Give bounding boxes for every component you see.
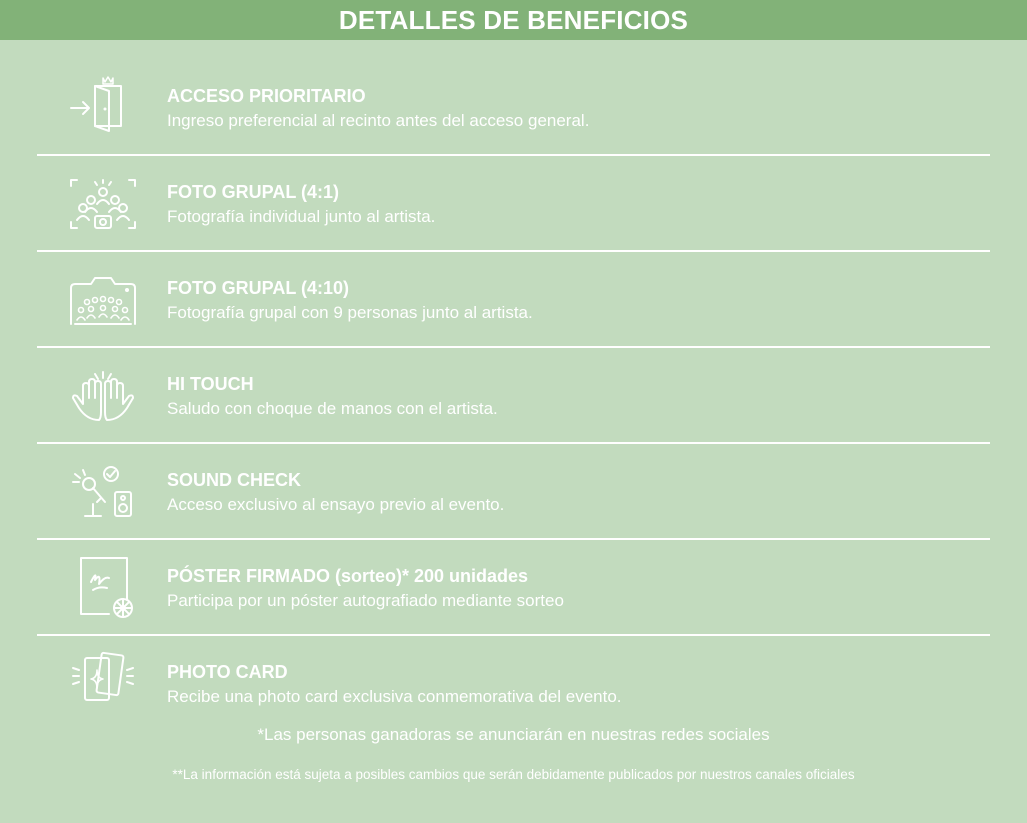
benefit-description: Saludo con choque de manos con el artista.: [167, 399, 498, 418]
microphone-speaker-icon: [65, 458, 141, 522]
benefit-title: HI TOUCH: [167, 374, 254, 394]
benefit-title: SOUND CHECK: [167, 470, 302, 490]
benefit-row-poster-firmado: [37, 538, 990, 634]
door-entry-icon: [65, 74, 141, 138]
camera-crowd-icon: [65, 266, 141, 330]
benefit-description: Fotografía individual junto al artista.: [167, 207, 436, 226]
benefit-row-hi-touch: [37, 346, 990, 442]
benefit-description: Participa por un póster autografiado mediante sorteo: [167, 591, 564, 610]
benefit-description: Recibe una photo card exclusiva conmemorativa del evento.: [167, 687, 622, 706]
disclaimer-note: **La información está sujeta a posibles cambios que serán debidamente publicados por nuestros canales oficiales: [172, 767, 855, 782]
signed-poster-icon: [65, 554, 141, 618]
benefit-description: Fotografía grupal con 9 personas junto al artista.: [167, 303, 533, 322]
header-bar: [0, 0, 1027, 40]
benefit-title: PÓSTER FIRMADO (sorteo)* 200 unidades: [167, 566, 529, 586]
benefit-row-acceso-prioritario: [37, 58, 990, 154]
photo-card-icon: [65, 646, 141, 710]
page-title: DETALLES DE BENEFICIOS: [338, 4, 689, 35]
benefit-title: PHOTO CARD: [167, 662, 288, 682]
high-five-hands-icon: [65, 362, 141, 426]
benefit-row-foto-grupal-4-10: [37, 250, 990, 346]
benefit-title: FOTO GRUPAL (4:10): [167, 278, 350, 298]
winners-note: *Las personas ganadoras se anunciarán en nuestras redes sociales: [257, 725, 770, 744]
benefit-row-sound-check: [37, 442, 990, 538]
benefit-description: Ingreso preferencial al recinto antes del acceso general.: [167, 111, 590, 130]
benefit-title: FOTO GRUPAL (4:1): [167, 182, 340, 202]
benefit-row-foto-grupal-4-1: [37, 154, 990, 250]
benefit-title: ACCESO PRIORITARIO: [167, 86, 366, 106]
benefit-row-photo-card: [37, 634, 990, 714]
group-photo-icon: [65, 170, 141, 234]
benefit-description: Acceso exclusivo al ensayo previo al evento.: [167, 495, 505, 514]
